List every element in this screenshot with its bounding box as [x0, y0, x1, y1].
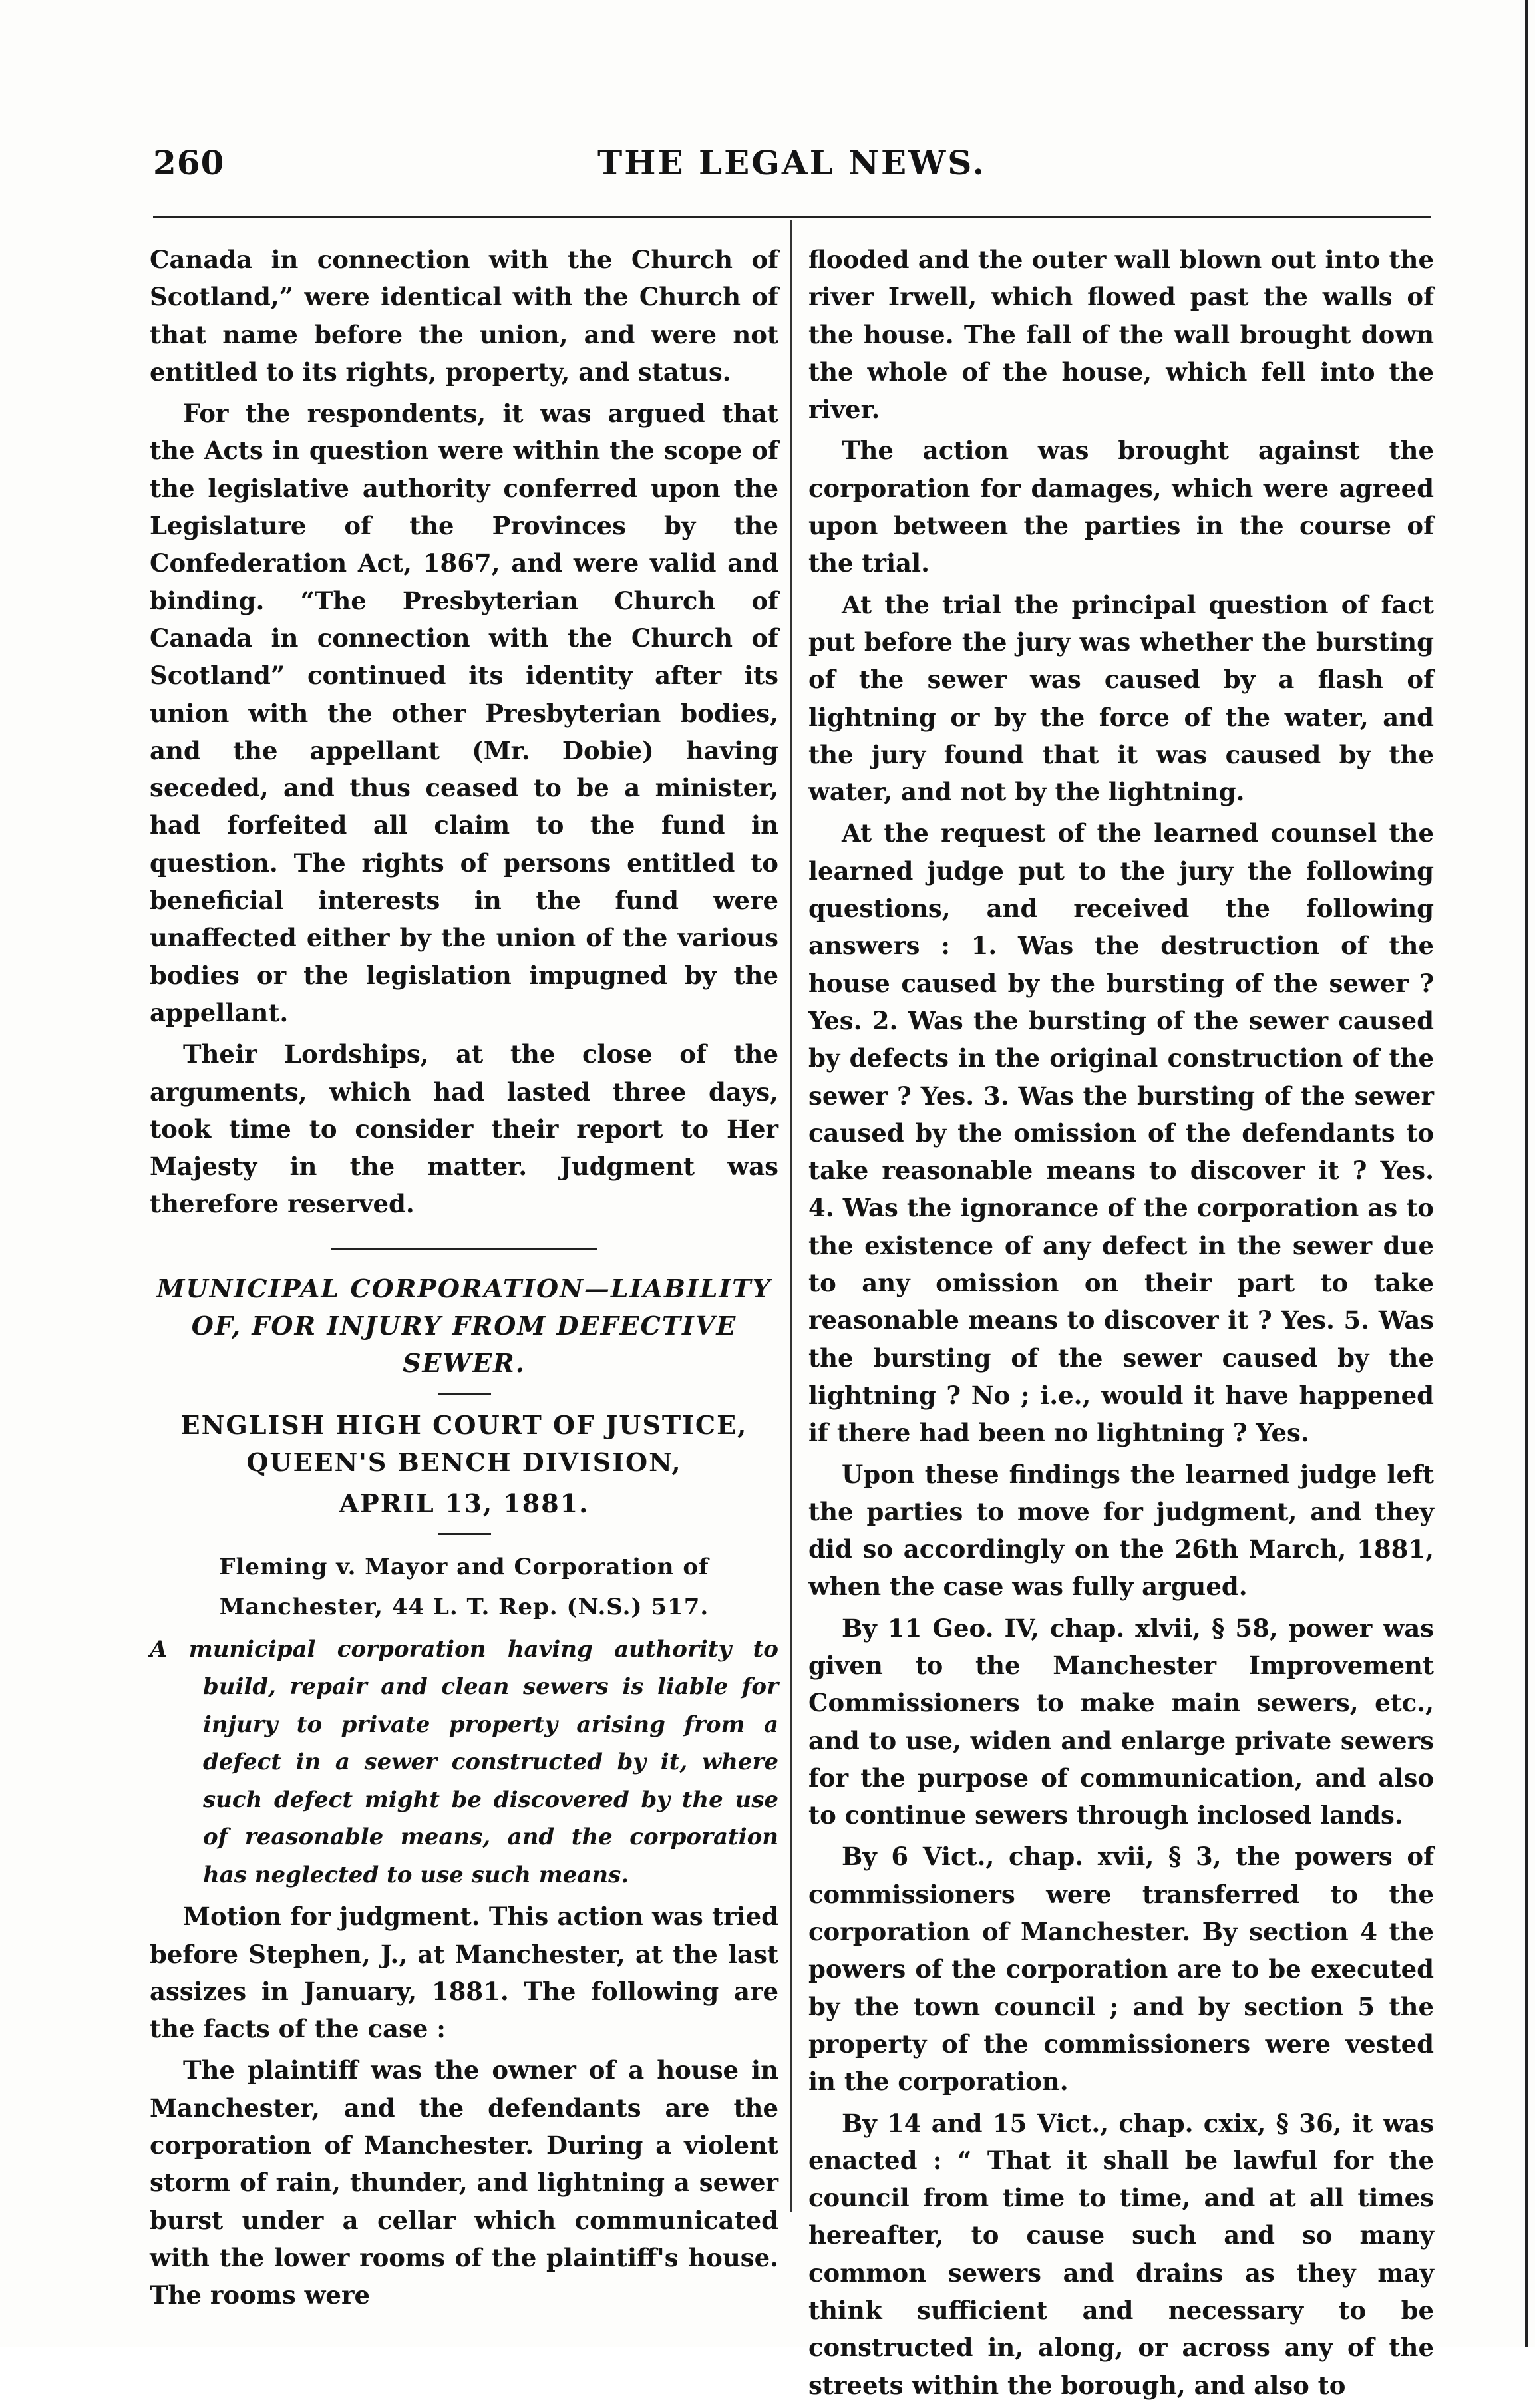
page-header: [153, 143, 1431, 203]
paragraph: The plaintiff was the owner of a house in Manchester, and the defendants are the corporation of Manchester. During a violent storm of rain, thunder, and lightning a sewer burst under a cellar which communicated with the lower rooms of the plaintiff's house. The rooms were: [150, 2055, 778, 2310]
paragraph: By 14 and 15 Vict., chap. cxix, § 36, it was enacted : “ That it shall be lawful for the council from time to time, and at all times hereafter, to cause such and so many common sewers and drains as they may think sufficient and necessary to be constructed in, along, or across any of the streets within the borough, and also to: [808, 2108, 1434, 2400]
running-title: THE LEGAL NEWS.: [597, 143, 986, 182]
header-rule: [153, 216, 1431, 218]
paragraph: Canada in connection with the Church of Scotland,” were identical with the Church of that name before the union, and were not entitled to its rights, property, and status.: [150, 245, 778, 387]
paragraph: The action was brought against the corporation for damages, which were agreed upon between the parties in the course of the trial.: [808, 436, 1434, 578]
section-title: MUNICIPAL CORPORATION—LIABILITY OF, FOR INJURY FROM DEFECTIVE SEWER.: [156, 1273, 772, 1378]
paragraph: For the respondents, it was argued that the Acts in question were within the scope of the legislative authority conferred upon the Legislature of the Provinces by the Confederation Act, 1867, and were valid and binding. “The Presbyterian Church of Canada in connection with the Church of Scotland” continued its identity after its union with the other Presbyterian bodies, and the appellant (Mr. Dobie) having seceded, and thus ceased to be a minister, had forfeited all claim to the fund in question. The rights of persons entitled to beneficial interests in the fund were unaffected either by the union of the various bodies or the legislation impugned by the appellant.: [150, 399, 778, 1027]
court-heading: ENGLISH HIGH COURT OF JUSTICE, QUEEN'S BENCH DIVISION,: [180, 1409, 748, 1477]
paragraph: Upon these findings the learned judge left the parties to move for judgment, and they did so accordingly on the 26th March, 1881, when the case was fully argued.: [808, 1459, 1434, 1602]
left-column: [150, 241, 778, 2318]
headnote: A municipal corporation having authority to build, repair and clean sewers is liable for injury to private property arising from a defect in a sewer constructed by it, where such defect might be discovered by the use of reasonable means, and the corporation has neglected to use such means.: [150, 1635, 778, 1888]
paragraph: At the trial the principal question of fact put before the jury was whether the bursting of the sewer was caused by a flash of lightning or by the force of the water, and the jury found that it was caused by the water, and not by the lightning.: [808, 590, 1434, 807]
paragraph: By 6 Vict., chap. xvii, § 3, the powers of commissioners were transferred to the corporation of Manchester. By section 4 the powers of the corporation are to be executed by the town council ; and by section 5 the property of the commissioners were vested in the corporation.: [808, 1842, 1434, 2097]
decision-date: APRIL 13, 1881.: [339, 1488, 590, 1518]
right-column: [808, 241, 1434, 2408]
paragraph: Their Lordships, at the close of the arguments, which had lasted three days, took time to consider their report to Her Majesty in the matter. Judgment was therefore reserved.: [150, 1039, 778, 1219]
case-citation: Fleming v. Mayor and Corporation of Manchester, 44 L. T. Rep. (N.S.) 517.: [219, 1553, 709, 1620]
section-separator: [331, 1248, 597, 1250]
paragraph: At the request of the learned counsel the learned judge put to the jury the following questions, and received the following answers : 1. Was the destruction of the house caused by the bursting of the sewer ? Yes. 2. Was the bursting of the sewer caused by defects in the original construction of the sewer ? Yes. 3. Was the bursting of the sewer caused by the omission of the defendants to take reasonable means to discover it ? Yes. 4. Was the ignorance of the corporation as to the existence of any defect in the sewer due to any omission on their part to take reasonable means to discover it ? Yes. 5. Was the bursting of the sewer caused by the lightning ? No ; i.e., would it have happened if there had been no lightning ? Yes.: [808, 818, 1434, 1448]
paragraph: Motion for judgment. This action was tried before Stephen, J., at Manchester, at the last assizes in January, 1881. The following are the facts of the case :: [150, 1902, 778, 2044]
paragraph: By 11 Geo. IV, chap. xlvii, § 58, power was given to the Manchester Improvement Commissioners to make main sewers, etc., and to use, widen and enlarge private sewers for the purpose of communication, and also to continue sewers through inclosed lands.: [808, 1613, 1434, 1830]
page-edge-line: [1525, 0, 1528, 2347]
column-divider: [790, 220, 792, 2212]
short-rule: [438, 1533, 491, 1535]
short-rule: [438, 1393, 491, 1395]
page-number: 260: [153, 143, 225, 182]
paragraph: flooded and the outer wall blown out into the river Irwell, which flowed past the walls of the house. The fall of the wall brought down the whole of the house, which fell into the river.: [808, 245, 1434, 425]
